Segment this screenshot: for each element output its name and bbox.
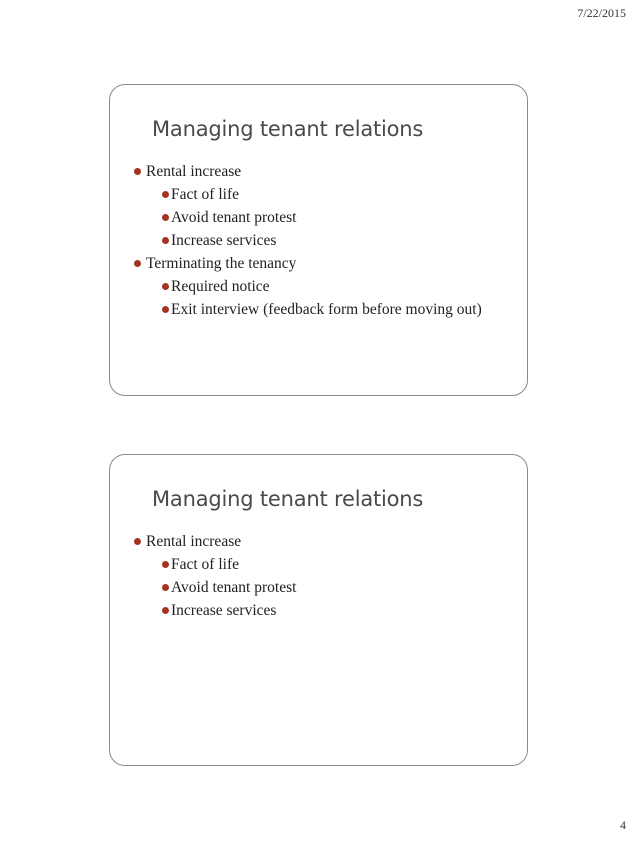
bullet-item: Terminating the tenancy xyxy=(124,252,497,275)
bullet-dot-icon xyxy=(162,561,169,568)
slide-title: Managing tenant relations xyxy=(152,487,424,511)
bullet-dot-icon xyxy=(162,306,169,313)
bullet-dot-icon xyxy=(134,168,141,175)
bullet-list xyxy=(124,530,497,622)
bullet-dot-icon xyxy=(162,214,169,221)
bullet-dot-icon xyxy=(162,237,169,244)
slide-thumbnail-2 xyxy=(109,454,528,766)
slide-title: Managing tenant relations xyxy=(152,117,424,141)
bullet-list xyxy=(124,160,497,321)
bullet-item: Rental increase xyxy=(124,530,497,553)
sub-bullet-item: Avoid tenant protest xyxy=(124,576,497,599)
sub-bullet-item: Fact of life xyxy=(124,553,497,576)
bullet-dot-icon xyxy=(134,538,141,545)
sub-bullet-item: Fact of life xyxy=(124,183,497,206)
sub-bullet-item: Avoid tenant protest xyxy=(124,206,497,229)
bullet-dot-icon xyxy=(162,607,169,614)
sub-bullet-item: Exit interview (feedback form before moving out) xyxy=(124,298,497,321)
sub-bullet-item: Required notice xyxy=(124,275,497,298)
bullet-dot-icon xyxy=(162,584,169,591)
bullet-dot-icon xyxy=(162,283,169,290)
bullet-item: Rental increase xyxy=(124,160,497,183)
bullet-dot-icon xyxy=(162,191,169,198)
sub-bullet-item: Increase services xyxy=(124,229,497,252)
sub-bullet-item: Increase services xyxy=(124,599,497,622)
bullet-dot-icon xyxy=(134,260,141,267)
print-date: 7/22/2015 xyxy=(577,6,626,20)
slide-thumbnail-1 xyxy=(109,84,528,396)
page-number: 4 xyxy=(620,818,626,832)
